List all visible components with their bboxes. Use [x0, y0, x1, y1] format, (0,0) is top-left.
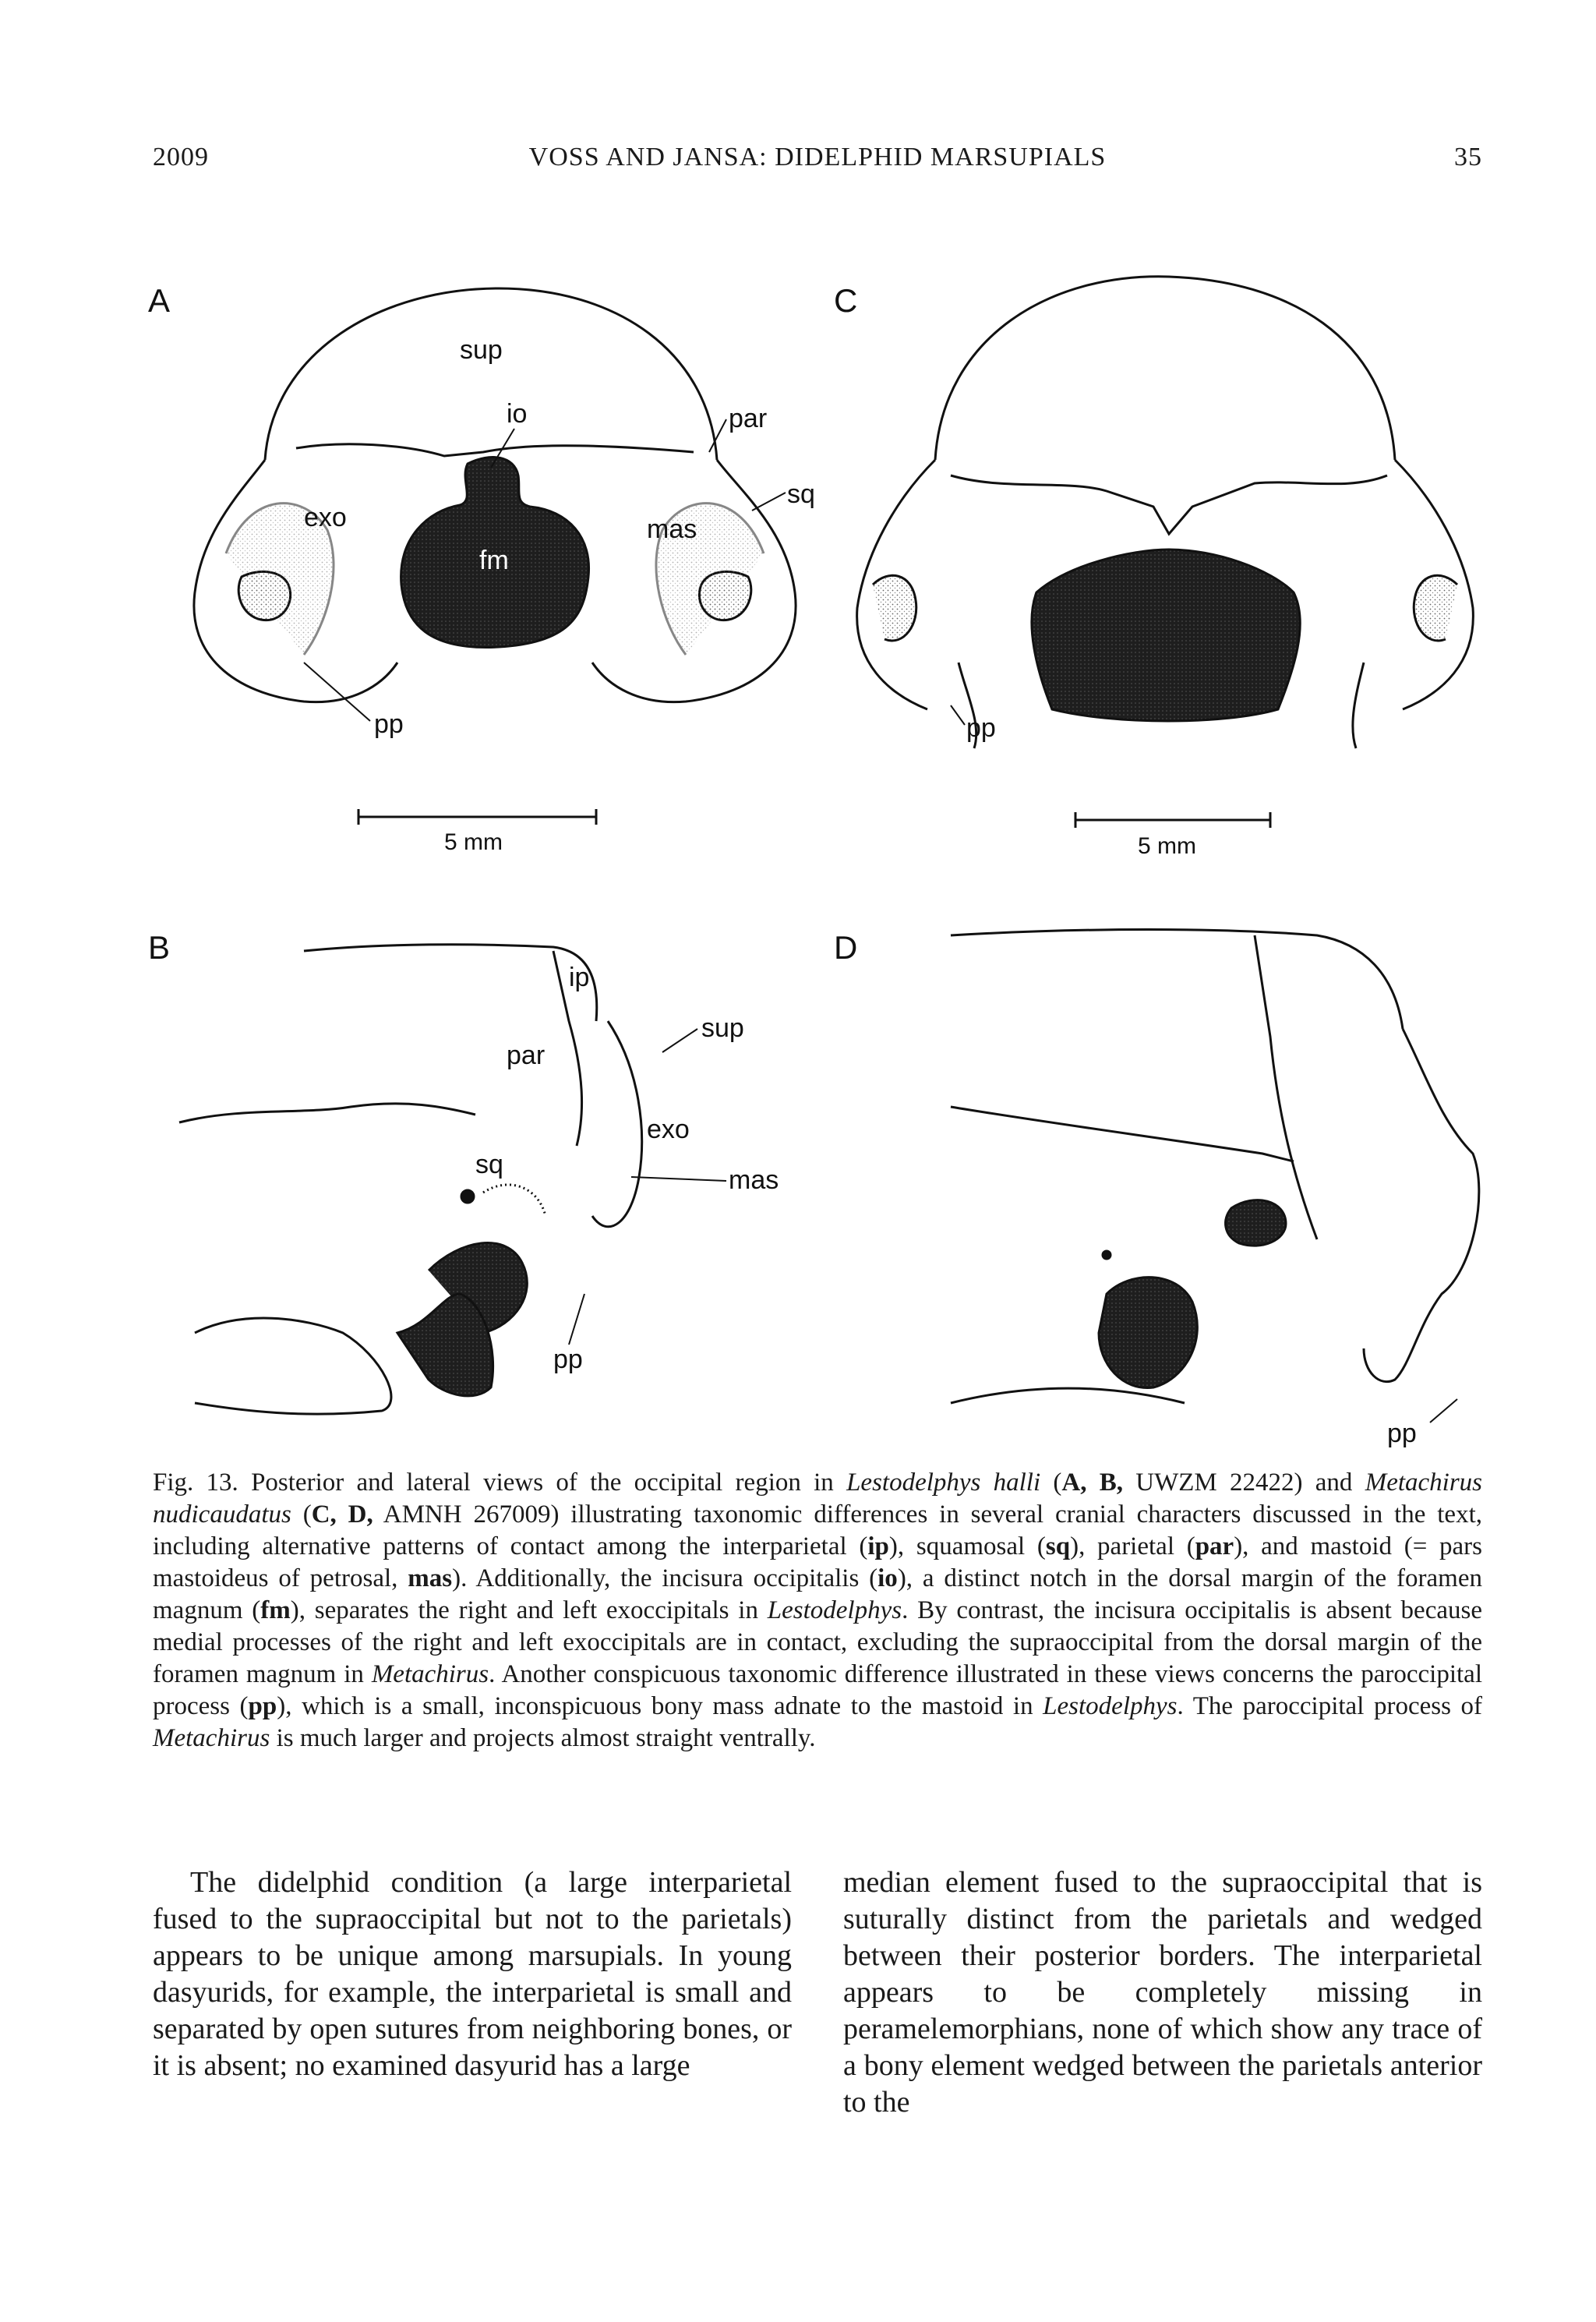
caption-panel-ref: C, D,: [311, 1500, 373, 1529]
label-par-b: par: [507, 1041, 546, 1070]
panel-a-label: A: [148, 282, 171, 319]
label-pp: pp: [374, 709, 404, 739]
caption-text: is much larger and projects almost straight ventrally.: [270, 1724, 816, 1752]
caption-text: . By contrast, the incisura occipitalis is absent because medial processes of the right and left exoccipitals are in contact, excluding the supraoccipital from the dorsal margin of the foramen magnum in: [153, 1596, 1482, 1688]
caption-panel-ref: A, B,: [1061, 1468, 1124, 1497]
label-sq-b: sq: [475, 1150, 503, 1179]
caption-abbrev: mas: [408, 1564, 453, 1592]
label-mas: mas: [647, 514, 697, 544]
figure-illustration: [148, 257, 1488, 1458]
caption-text: . Another conspicuous taxonomic difference illustrated in these views concerns the paroccipital process (: [153, 1660, 1482, 1720]
panel-d-label: D: [834, 929, 858, 966]
caption-text: ), separates the right and left exoccipitals in: [290, 1596, 768, 1624]
label-ip-b: ip: [569, 963, 590, 992]
caption-abbrev: fm: [260, 1596, 291, 1624]
running-head: [153, 143, 1482, 177]
label-mas-b: mas: [729, 1165, 779, 1195]
caption-species: Metachirus: [371, 1660, 489, 1688]
panel-d-leader: [1430, 1399, 1457, 1423]
caption-species: Metachirus: [153, 1724, 270, 1752]
label-exo: exo: [304, 503, 347, 532]
label-par: par: [729, 404, 768, 433]
svg-text:5 mm: 5 mm: [1138, 833, 1196, 859]
panel-b-leaders: [569, 1029, 726, 1345]
caption-species: Lestodelphys: [1043, 1692, 1178, 1720]
caption-abbrev: ip: [867, 1532, 889, 1560]
caption-text: Posterior and lateral views of the occipital region in: [251, 1468, 847, 1497]
caption-species: Lestodelphys halli: [846, 1468, 1041, 1497]
figure-13: [148, 257, 1488, 1458]
caption-text: (: [291, 1500, 312, 1529]
header-year: 2009: [153, 143, 209, 171]
caption-abbrev: io: [877, 1564, 898, 1592]
caption-text: (: [1040, 1468, 1062, 1497]
body-column-left: The didelphid condition (a large interparietal fused to the supraoccipital but not to the parietals) appears to be unique among marsupials. In young dasyurids, for example, the interparietal is small and separated by open sutures from neighboring bones, or it is absent; no examined dasyurid has a large: [153, 1866, 792, 2082]
foramen-magnum-c: [1032, 550, 1300, 721]
label-pp-c: pp: [966, 713, 996, 743]
panel-c-label: C: [834, 282, 858, 319]
label-io: io: [507, 399, 528, 429]
figure-caption: [153, 1467, 1482, 1755]
caption-text: ), squamosal (: [888, 1532, 1046, 1560]
caption-abbrev: par: [1195, 1532, 1234, 1560]
label-exo-b: exo: [647, 1115, 690, 1144]
caption-text: AMNH 267009) illustrating taxonomic differences in several cranial characters discussed in the text, including alternative patterns of contact among the interparietal (: [153, 1500, 1482, 1560]
caption-text: ), parietal (: [1070, 1532, 1195, 1560]
page-number: 35: [1454, 143, 1482, 171]
panel-b-label: B: [148, 929, 171, 966]
label-fm: fm: [479, 546, 509, 575]
scale-bar-a: [358, 809, 596, 855]
caption-abbrev: pp: [248, 1692, 277, 1720]
scale-bar-c: [1075, 812, 1270, 859]
caption-species: Metachirus nudicaudatus: [153, 1468, 1483, 1529]
label-pp-d: pp: [1387, 1419, 1417, 1448]
caption-text: ). Additionally, the incisura occipitalis (: [452, 1564, 878, 1592]
caption-text: ), which is a small, inconspicuous bony mass adnate to the mastoid in: [277, 1692, 1043, 1720]
panel-d-drawing: [951, 930, 1479, 1404]
panel-c-labels: [834, 282, 996, 743]
caption-fig-label: Fig. 13.: [153, 1468, 238, 1497]
caption-text: ), and mastoid (= pars mastoideus of petrosal,: [153, 1532, 1482, 1592]
label-sq: sq: [787, 479, 815, 509]
label-sup-b: sup: [701, 1013, 744, 1043]
label-sup: sup: [460, 335, 503, 365]
label-pp-b: pp: [553, 1345, 583, 1374]
header-title: VOSS AND JANSA: DIDELPHID MARSUPIALS: [528, 143, 1107, 171]
body-column-right: median element fused to the supraoccipital that is suturally distinct from the parietals and wedged between their posterior borders. The interparietal appears to be completely missing in peramelemorphians, none of which show any trace of a bony element wedged between the parietals anterior to the: [843, 1866, 1482, 2119]
caption-abbrev: sq: [1045, 1532, 1071, 1560]
caption-text: ), a distinct notch in the dorsal margin of the foramen magnum (: [153, 1564, 1482, 1624]
svg-text:5 mm: 5 mm: [444, 829, 503, 855]
panel-b-drawing: [179, 945, 642, 1414]
caption-species: Lestodelphys: [767, 1596, 902, 1624]
caption-text: UWZM 22422) and: [1123, 1468, 1365, 1497]
caption-text: . The paroccipital process of: [1177, 1692, 1482, 1720]
